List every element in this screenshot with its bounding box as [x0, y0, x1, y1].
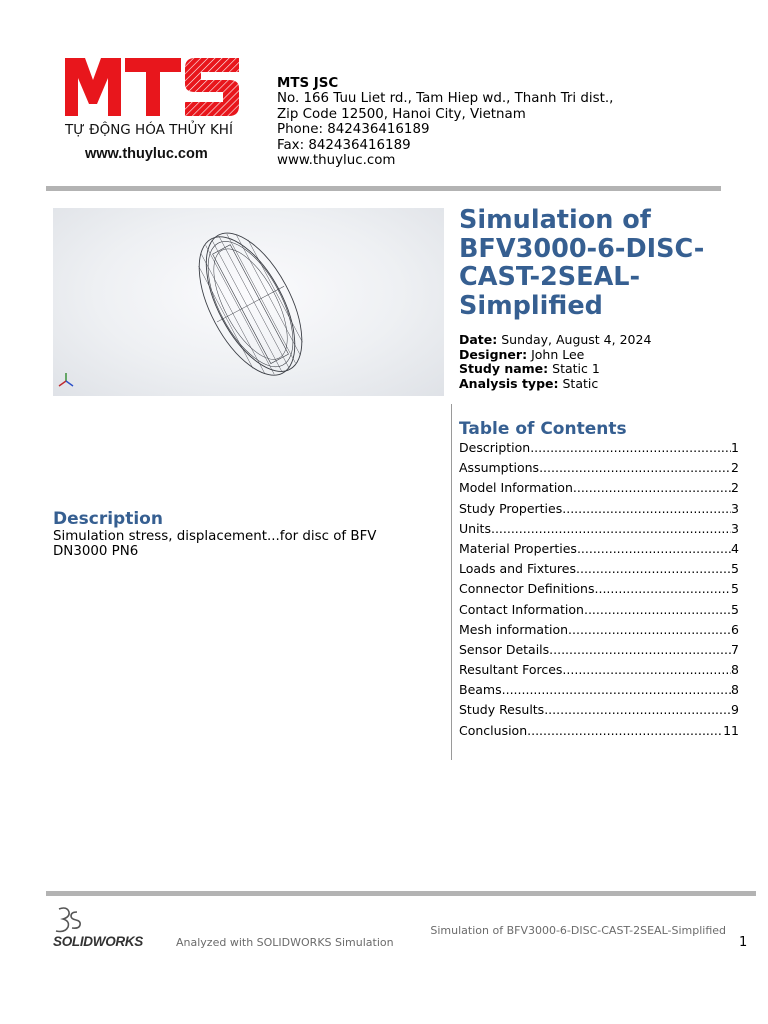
toc-entry-sensor-details[interactable]: Sensor Details ..... 7 [459, 642, 739, 662]
toc-entry-description[interactable]: Description ..... 1 [459, 440, 739, 460]
disc-model-render [53, 208, 444, 396]
logo-tagline: TỰ ĐỘNG HÓA THỦY KHÍ [65, 122, 233, 138]
toc-entry-units[interactable]: Units ..... 3 [459, 521, 739, 541]
company-logo [53, 50, 253, 168]
toc-entry-mesh-information[interactable]: Mesh information ..... 6 [459, 622, 739, 642]
logo-website: www.thuyluc.com [85, 146, 208, 162]
study-metadata [459, 333, 651, 391]
solidworks-wordmark: SOLIDWORKS [53, 934, 143, 949]
mts-logo-mark [63, 54, 243, 118]
column-divider [451, 404, 452, 760]
toc-entry-study-properties[interactable]: Study Properties ..... 3 [459, 501, 739, 521]
toc-entry-loads-and-fixtures[interactable]: Loads and Fixtures ..... 5 [459, 561, 739, 581]
toc-entry-contact-information[interactable]: Contact Information ..... 5 [459, 602, 739, 622]
footer-divider [46, 891, 756, 896]
toc-entry-study-results[interactable]: Study Results ..... 9 [459, 702, 739, 722]
analyzed-with-text: Analyzed with SOLIDWORKS Simulation [176, 936, 394, 949]
description-heading: Description [53, 509, 163, 529]
model-preview-image [53, 208, 444, 396]
company-info [277, 76, 613, 168]
footer-document-title: Simulation of BFV3000-6-DISC-CAST-2SEAL-Simplified [430, 924, 726, 937]
company-address-line1: No. 166 Tuu Liet rd., Tam Hiep wd., Thanh Tri dist., [277, 91, 614, 107]
meta-designer: Designer: John Lee [459, 346, 585, 362]
toc-entry-resultant-forces[interactable]: Resultant Forces ..... 8 [459, 662, 739, 682]
meta-analysis-type: Analysis type: Static [459, 375, 599, 391]
description-text: Simulation stress, displacement...for disc of BFV DN3000 PN6 [53, 529, 377, 560]
axis-triad-icon [57, 372, 75, 388]
report-title: Simulation of BFV3000-6-DISC-CAST-2SEAL-Simplified [459, 205, 705, 321]
toc-entry-material-properties[interactable]: Material Properties ..... 4 [459, 541, 739, 561]
toc-heading: Table of Contents [459, 419, 627, 439]
toc-entry-conclusion[interactable]: Conclusion ..... 11 [459, 723, 739, 743]
company-fax: Fax: 842436416189 [277, 137, 411, 153]
toc-entry-model-information[interactable]: Model Information ..... 2 [459, 480, 739, 500]
meta-study-name: Study name: Static 1 [459, 361, 600, 377]
company-phone: Phone: 842436416189 [277, 122, 430, 138]
toc-entry-assumptions[interactable]: Assumptions ..... 2 [459, 460, 739, 480]
toc-entry-beams[interactable]: Beams ..... 8 [459, 682, 739, 702]
company-address-line2: Zip Code 12500, Hanoi City, Vietnam [277, 106, 526, 122]
company-website: www.thuyluc.com [277, 153, 396, 169]
toc-entry-connector-definitions[interactable]: Connector Definitions ..... 5 [459, 581, 739, 601]
meta-date: Date: Sunday, August 4, 2024 [459, 332, 652, 347]
header-divider [46, 186, 721, 191]
ds-logo-icon [53, 906, 87, 934]
company-name: MTS JSC [277, 76, 339, 91]
table-of-contents [459, 440, 739, 743]
page-number: 1 [739, 935, 748, 950]
